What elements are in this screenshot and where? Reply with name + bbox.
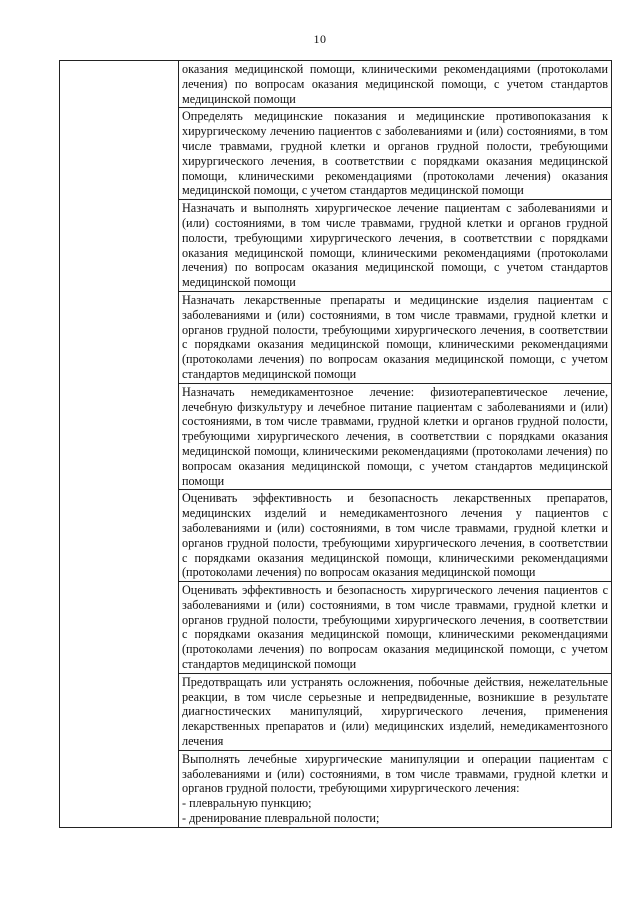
labor-action-entry xyxy=(179,108,611,200)
document-table xyxy=(59,60,612,828)
left-column-cell xyxy=(60,61,179,828)
labor-action-entry xyxy=(179,61,611,108)
entry-text: Оценивать эффективность и безопасность хирургического лечения пациентов с заболеваниями и (или) состояниями, в том числе травмами, грудной клетки и органов грудной полости, требующими хирургического лечения, в соответствии с порядками оказания медицинской помощи, клиническими рекомендациями (протоколами лечения) по вопросам оказания медицинской помощи, с учетом стандартов медицинской помощи xyxy=(182,583,608,672)
entry-text: Назначать немедикаментозное лечение: физиотерапевтическое лечение, лечебную физкультуру и лечебное питание пациентам с заболеваниями и (или) состояниями, в том числе травмами, грудной клетки и органов грудной полости, требующими хирургического лечения, в соответствии с порядками оказания медицинской помощи, клиническими рекомендациями (протоколами лечения) по вопросам оказания медицинской помощи, с учетом стандартов медицинской помощи xyxy=(182,384,608,488)
labor-action-entry xyxy=(179,292,611,384)
entry-text: Оценивать эффективность и безопасность лекарственных препаратов, медицинских изделий и немедикаментозного лечения у пациентов с заболеваниями и (или) состояниями, в том числе травмами, грудной клетки и органов грудной полости, требующими хирургического лечения, в соответствии с порядками оказания медицинской помощи, клиническими рекомендациями (протоколами лечения) по вопросам оказания медицинской помощи xyxy=(182,491,608,580)
entry-text: оказания медицинской помощи, клиническими рекомендациями (протоколами лечения) по вопросам оказания медицинской помощи, с учетом стандартов медицинской помощи xyxy=(182,62,608,106)
page-number: 10 xyxy=(313,32,327,46)
labor-action-entry xyxy=(179,751,611,827)
labor-action-entry xyxy=(179,384,611,491)
entry-text: Назначать лекарственные препараты и медицинские изделия пациентам с заболеваниями и (или) состояниями, в том числе травмами, грудной клетки и органов грудной полости, требующими хирургического лечения, в соответствии с порядками оказания медицинской помощи, клиническими рекомендациями (протоколами лечения) по вопросам оказания медицинской помощи, с учетом стандартов медицинской помощи xyxy=(182,292,608,381)
entry-text: Определять медицинские показания и медицинские противопоказания к хирургическому лечению пациентов с заболеваниями и (или) состояниями, в том числе травмами, грудной клетки и органов грудной полости, требующими хирургического лечения, в соответствии с порядками оказания медицинской помощи, клиническими рекомендациями (протоколами лечения) оказания медицинской помощи, с учетом стандартов медицинской помощи xyxy=(182,109,608,198)
entry-text: Выполнять лечебные хирургические манипуляции и операции пациентам с заболеваниями и (или) состояниями, в том числе травмами, грудной клетки и органов грудной полости, требующими хирургического лечения: xyxy=(182,751,608,796)
labor-action-entry xyxy=(179,582,611,674)
list-item: - плевральную пункцию; xyxy=(182,796,312,811)
labor-action-entry xyxy=(179,490,611,582)
entry-text: Предотвращать или устранять осложнения, побочные действия, нежелательные реакции, в том числе серьезные и непредвиденные, возникшие в результате диагностических манипуляций, хирургического лечения, применения лекарственных препаратов и (или) медицинских изделий, немедикаментозного лечения xyxy=(182,674,608,749)
list-item: - дренирование плевральной полости; xyxy=(182,811,380,826)
labor-action-entry xyxy=(179,674,611,751)
table-row xyxy=(60,61,612,828)
labor-action-entry xyxy=(179,200,611,292)
right-column-cell xyxy=(179,61,612,828)
entry-text: Назначать и выполнять хирургическое лечение пациентам с заболеваниями и (или) состояниями, в том числе травмами, грудной клетки и органов грудной полости, требующими хирургического лечения, в соответствии с порядками оказания медицинской помощи, клиническими рекомендациями (протоколами лечения) по вопросам оказания медицинской помощи, с учетом стандартов медицинской помощи xyxy=(182,201,608,290)
